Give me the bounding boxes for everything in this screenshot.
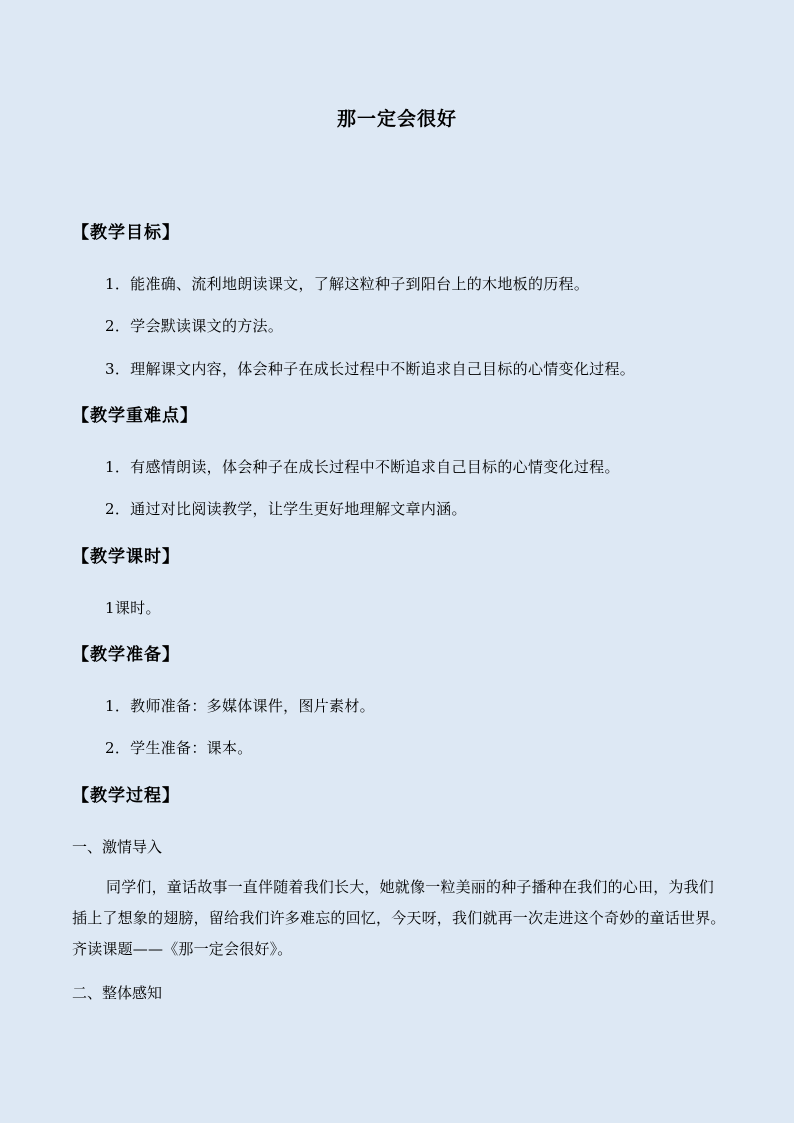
process-part1-title: 一、激情导入 xyxy=(72,838,163,856)
prep-item-2: 2．学生准备：课本。 xyxy=(105,739,253,757)
process-part1-paragraph: 同学们，童话故事一直伴随着我们长大，她就像一粒美丽的种子播种在我们的心田，为我们插上了想象的翅膀，留给我们许多难忘的回忆，今天呀，我们就再一次走进这个奇妙的童话世界。齐读课题——《那一定会很好》。 xyxy=(72,878,726,958)
key-point-item-2: 2．通过对比阅读教学，让学生更好地理解文章内涵。 xyxy=(105,500,467,518)
heading-preparation: 【教学准备】 xyxy=(72,645,180,665)
prep-item-1: 1．教师准备：多媒体课件，图片素材。 xyxy=(105,697,375,715)
key-point-item-1: 1．有感情朗读，体会种子在成长过程中不断追求自己目标的心情变化过程。 xyxy=(105,458,620,476)
process-part2-title: 二、整体感知 xyxy=(72,984,163,1002)
heading-teaching-goals: 【教学目标】 xyxy=(72,223,180,243)
goal-item-3: 3．理解课文内容，体会种子在成长过程中不断追求自己目标的心情变化过程。 xyxy=(105,360,636,378)
heading-teaching-process: 【教学过程】 xyxy=(72,786,180,806)
heading-key-points: 【教学重难点】 xyxy=(72,406,198,426)
page-title: 那一定会很好 xyxy=(336,108,457,130)
goal-item-2: 2．学会默读课文的方法。 xyxy=(105,317,284,335)
class-hours-text: 1课时。 xyxy=(105,599,161,617)
goal-item-1: 1．能准确、流利地朗读课文，了解这粒种子到阳台上的木地板的历程。 xyxy=(105,275,590,293)
heading-class-hours: 【教学课时】 xyxy=(72,547,180,567)
